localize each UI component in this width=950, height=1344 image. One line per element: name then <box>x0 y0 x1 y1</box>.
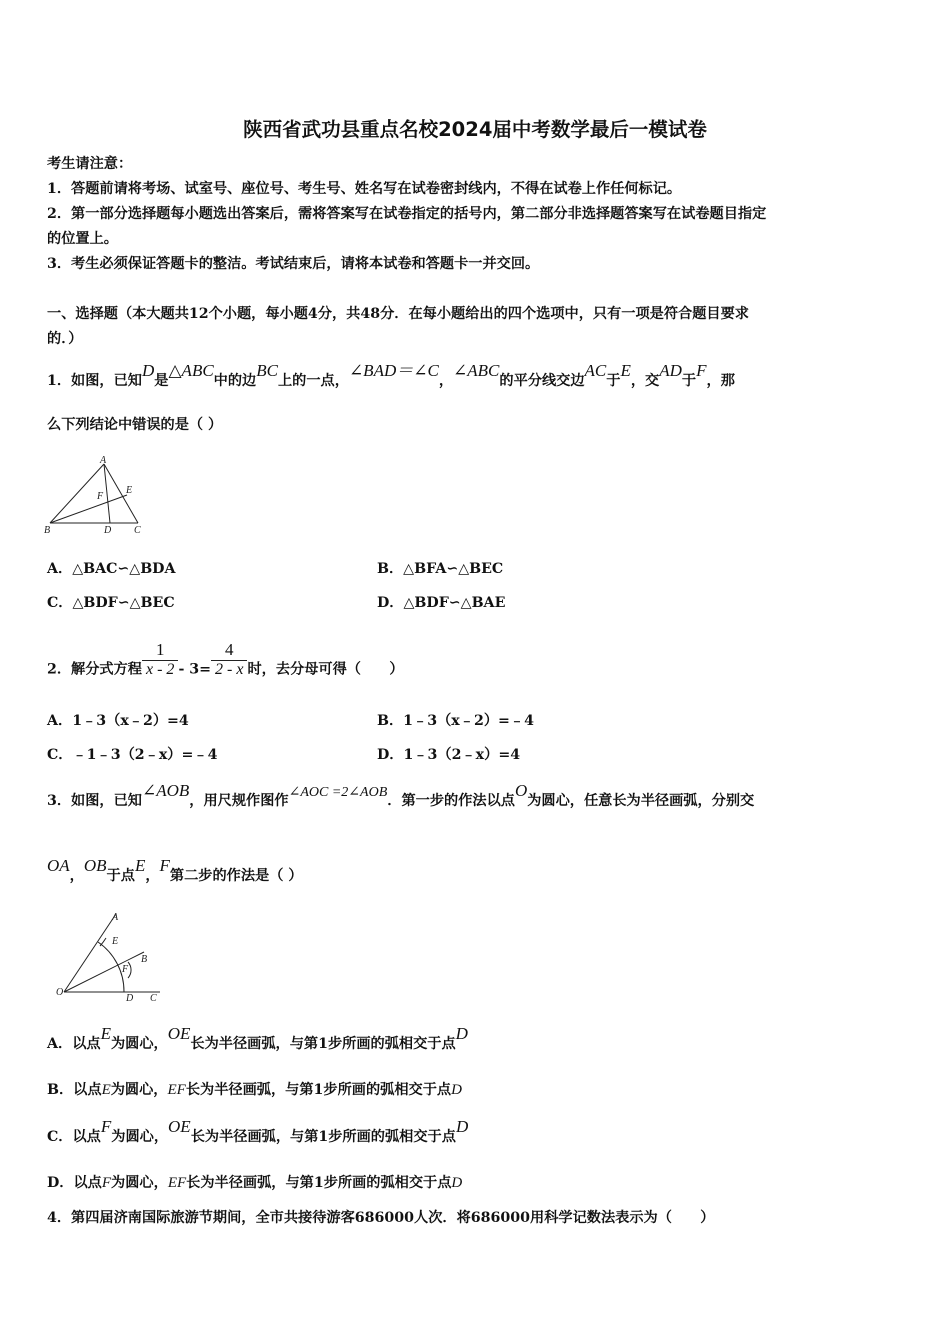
q1-option-c: C．△BDF∽△BEC <box>47 595 175 611</box>
label-B: B <box>44 525 51 535</box>
section-heading-cont: 的．） <box>47 331 83 347</box>
question-1-stem: 1．如图，已知D是△ABC中的边BC上的一点，∠BAD＝∠C，∠ABC的平分线交边AC于E，交AD于F，那 <box>47 361 735 389</box>
notice-item: 的位置上。 <box>47 231 118 247</box>
triangle-figure <box>44 455 150 535</box>
label-A: A <box>100 455 107 466</box>
label-E: E <box>126 485 133 496</box>
fraction-2: $\frac{4}{2 - x}$ <box>211 640 247 679</box>
label-C: C <box>150 993 157 1004</box>
angle-construction-figure <box>44 908 164 1006</box>
label-B: B <box>141 954 148 965</box>
question-1-stem-cont: 么下列结论中错误的是（ ） <box>47 417 223 433</box>
label-O: O <box>56 987 64 998</box>
question-4-stem: 4．第四届济南国际旅游节期间，全市共接待游客686000人次．将686000用科学记数法表示为（ ） <box>47 1210 715 1226</box>
q3-option-d: D．以点F为圆心，EF长为半径画弧，与第1步所画的弧相交于点D <box>47 1175 463 1191</box>
q1-option-d: D．△BDF∽△BAE <box>377 595 506 611</box>
page-title: 陕西省武功县重点名校2024届中考数学最后一模试卷 <box>243 118 707 141</box>
question-3-stem: 3．如图，已知∠AOB，用尺规作图作∠AOC =2∠AOB．第一步的作法以点O为圆心，任意长为半径画弧，分别交 <box>47 781 755 809</box>
q2-option-c: C．﹣1﹣3（2﹣x）=﹣4 <box>47 747 218 763</box>
question-2-stem: 2．解分式方程 $\frac{1}{x - 2}$ - 3= $\frac{4}{2 - x}$ 时，去分母可得（ ） <box>47 640 404 678</box>
q2-option-b: B．1﹣3（x﹣2）=﹣4 <box>377 713 534 729</box>
label-F: F <box>122 964 129 975</box>
notice-item: 3．考生必须保证答题卡的整洁。考试结束后，请将本试卷和答题卡一并交回。 <box>47 256 540 272</box>
label-D: D <box>126 993 134 1004</box>
q3-option-a: A．以点E为圆心，OE长为半径画弧，与第1步所画的弧相交于点D <box>47 1024 468 1052</box>
q1-option-a: A．△BAC∽△BDA <box>47 561 176 577</box>
q3-option-b: B．以点E为圆心，EF长为半径画弧，与第1步所画的弧相交于点D <box>47 1082 462 1098</box>
notice-heading: 考生请注意： <box>47 156 133 172</box>
question-3-stem-cont: OA，OB于点E，F第二步的作法是（ ） <box>47 856 303 884</box>
q2-option-d: D．1﹣3（2﹣x）=4 <box>377 747 521 763</box>
label-C: C <box>134 525 141 535</box>
notice-item: 1．答题前请将考场、试室号、座位号、考生号、姓名写在试卷密封线内，不得在试卷上作任何标记。 <box>47 181 682 197</box>
q3-option-c: C．以点F为圆心，OE长为半径画弧，与第1步所画的弧相交于点D <box>47 1117 469 1145</box>
label-F: F <box>97 491 104 502</box>
section-heading: 一、选择题（本大题共12个小题，每小题4分，共48分．在每小题给出的四个选项中，只有一项是符合题目要求 <box>47 306 749 322</box>
q2-option-a: A．1﹣3（x﹣2）=4 <box>47 713 189 729</box>
q1-option-b: B．△BFA∽△BEC <box>377 561 504 577</box>
label-E: E <box>112 936 119 947</box>
label-A: A <box>112 912 119 923</box>
fraction-1: $\frac{1}{x - 2}$ <box>142 640 178 679</box>
label-D: D <box>104 525 112 535</box>
notice-item: 2．第一部分选择题每小题选出答案后，需将答案写在试卷指定的括号内，第二部分非选择题答案写在试卷题目指定 <box>47 206 767 222</box>
